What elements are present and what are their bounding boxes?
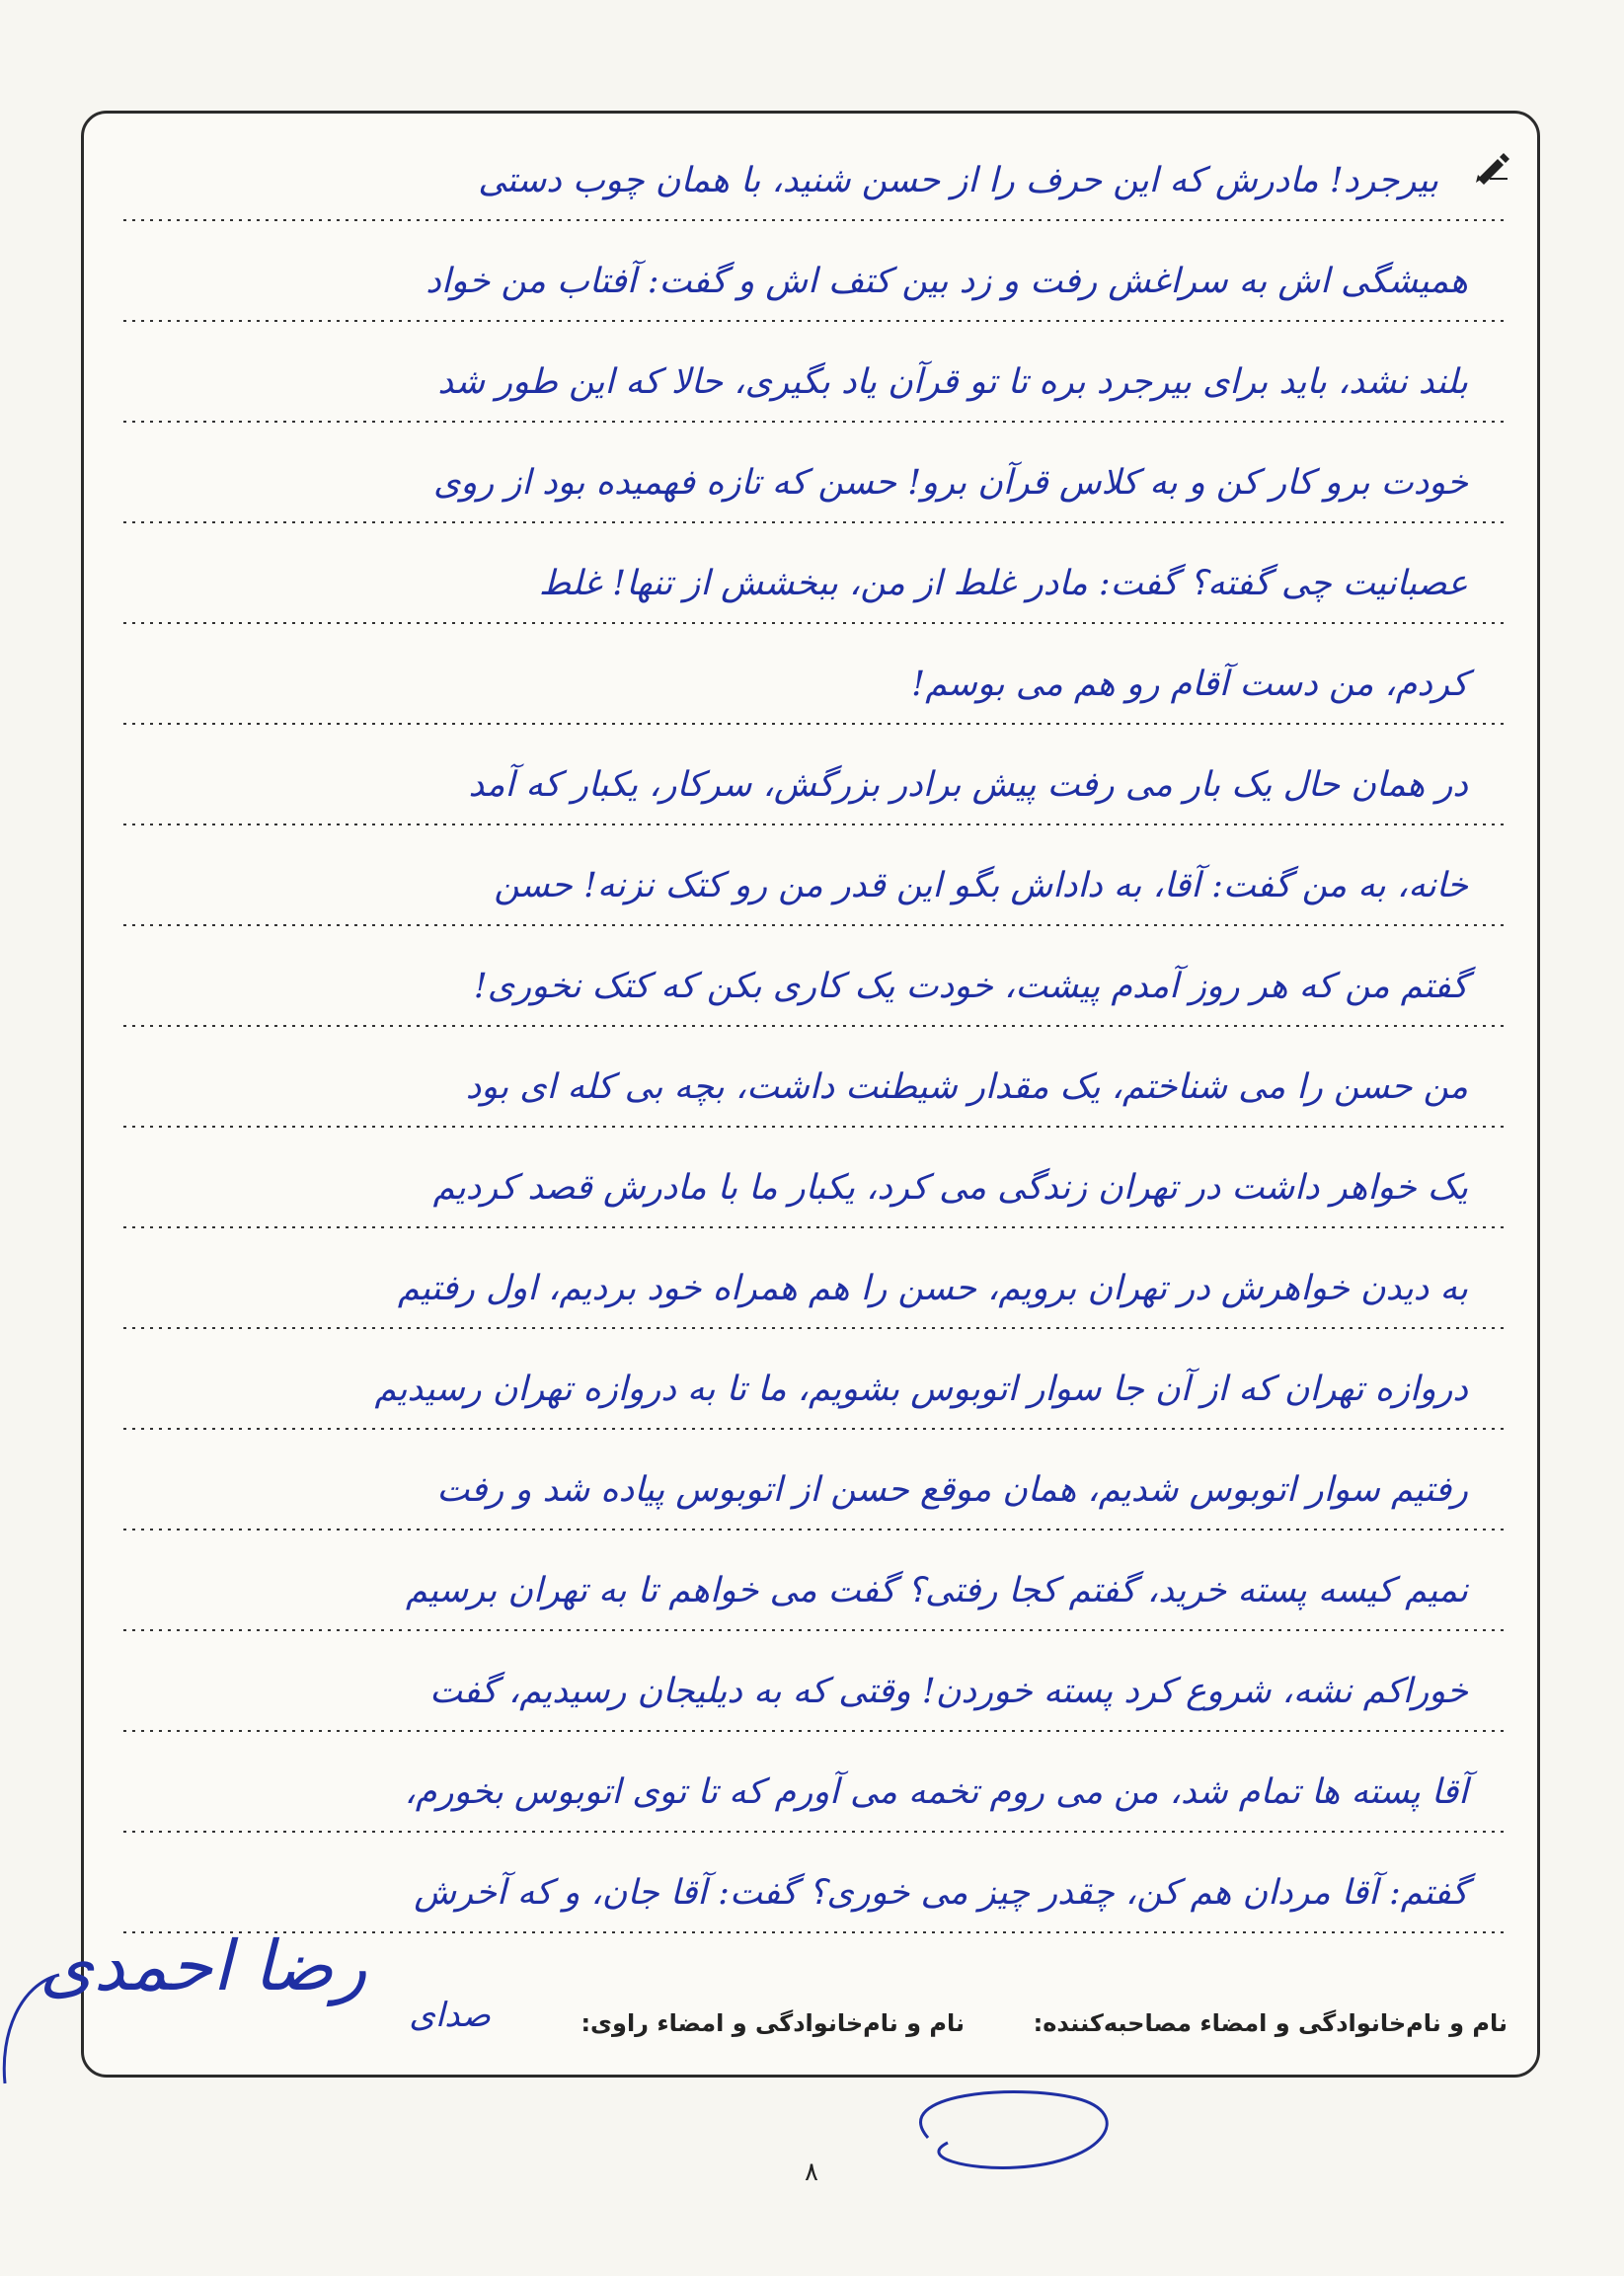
- narrator-signature: رضا احمدی: [39, 1925, 367, 2006]
- page-number: ۸: [805, 2158, 818, 2187]
- handwritten-line: به دیدن خواهرش در تهران برویم، حسن را هم همراه خود بردیم، اول رفتیم: [397, 1269, 1468, 1308]
- handwritten-line: نمیم کیسه پسته خرید، گفتم کجا رفتی؟ گفت می خواهم تا به تهران برسیم: [405, 1571, 1468, 1610]
- handwritten-line: عصبانیت چی گفته؟ گفت: مادر غلط از من، ببخشش از تنها! غلط: [538, 564, 1468, 603]
- interview-page-frame: [81, 111, 1540, 2078]
- narrator-signature-label: نام و نام‌خانوادگی و امضاء راوی:: [580, 2009, 965, 2037]
- handwritten-transcript: [114, 141, 1508, 1954]
- handwritten-line: همیشگی اش به سراغش رفت و زد بین کتف اش و گفت: آفتاب من خواد: [425, 262, 1468, 301]
- interviewer-signature-label: نام و نام‌خانوادگی و امضاء مصاحبه‌کننده:: [1033, 2009, 1508, 2037]
- handwritten-line: بلند نشد، باید برای بیرجرد بره تا تو قرآن یاد بگیری، حالا که این طور شد: [437, 362, 1468, 402]
- handwritten-line: من حسن را می شناختم، یک مقدار شیطنت داشت، بچه بی کله ای بود: [465, 1067, 1468, 1107]
- handwritten-line: آقا پسته ها تمام شد، من می روم تخمه می آورم که تا توی اتوبوس بخورم،: [404, 1772, 1468, 1812]
- handwritten-line: بیرجرد! مادرش که این حرف را از حسن شنید، با همان چوب دستی: [478, 161, 1438, 200]
- handwritten-line: یک خواهر داشت در تهران زندگی می کرد، یکبار ما با مادرش قصد کردیم: [432, 1168, 1468, 1208]
- handwritten-line: خانه، به من گفت: آقا، به داداش بگو این قدر من رو کتک نزنه! حسن: [494, 866, 1468, 905]
- handwritten-line: کردم، من دست آقام رو هم می بوسم!: [911, 665, 1468, 704]
- handwritten-line: گفتم: آقا مردان هم کن، چقدر چیز می خوری؟ گفت: آقا جان، و که آخرش: [414, 1873, 1468, 1913]
- handwritten-line: در همان حال یک بار می رفت پیش برادر بزرگش، سرکار، یکبار که آمد: [468, 765, 1468, 805]
- handwritten-line: دروازه تهران که از آن جا سوار اتوبوس بشویم، ما تا به دروازه تهران رسیدیم: [374, 1370, 1468, 1409]
- handwritten-line: گفتم من که هر روز آمدم پیشت، خودت یک کاری بکن که کتک نخوری!: [473, 967, 1468, 1006]
- handwritten-line: خودت برو کار کن و به کلاس قرآن برو! حسن که تازه فهمیده بود از روی: [433, 463, 1468, 503]
- handwritten-line: خوراکم نشه، شروع کرد پسته خوردن! وقتی که به دیلیجان رسیدیم، گفت: [429, 1672, 1468, 1711]
- interviewer-signature: صدای: [409, 1996, 491, 2035]
- handwritten-line: رفتیم سوار اتوبوس شدیم، همان موقع حسن از اتوبوس پیاده شد و رفت: [436, 1470, 1468, 1510]
